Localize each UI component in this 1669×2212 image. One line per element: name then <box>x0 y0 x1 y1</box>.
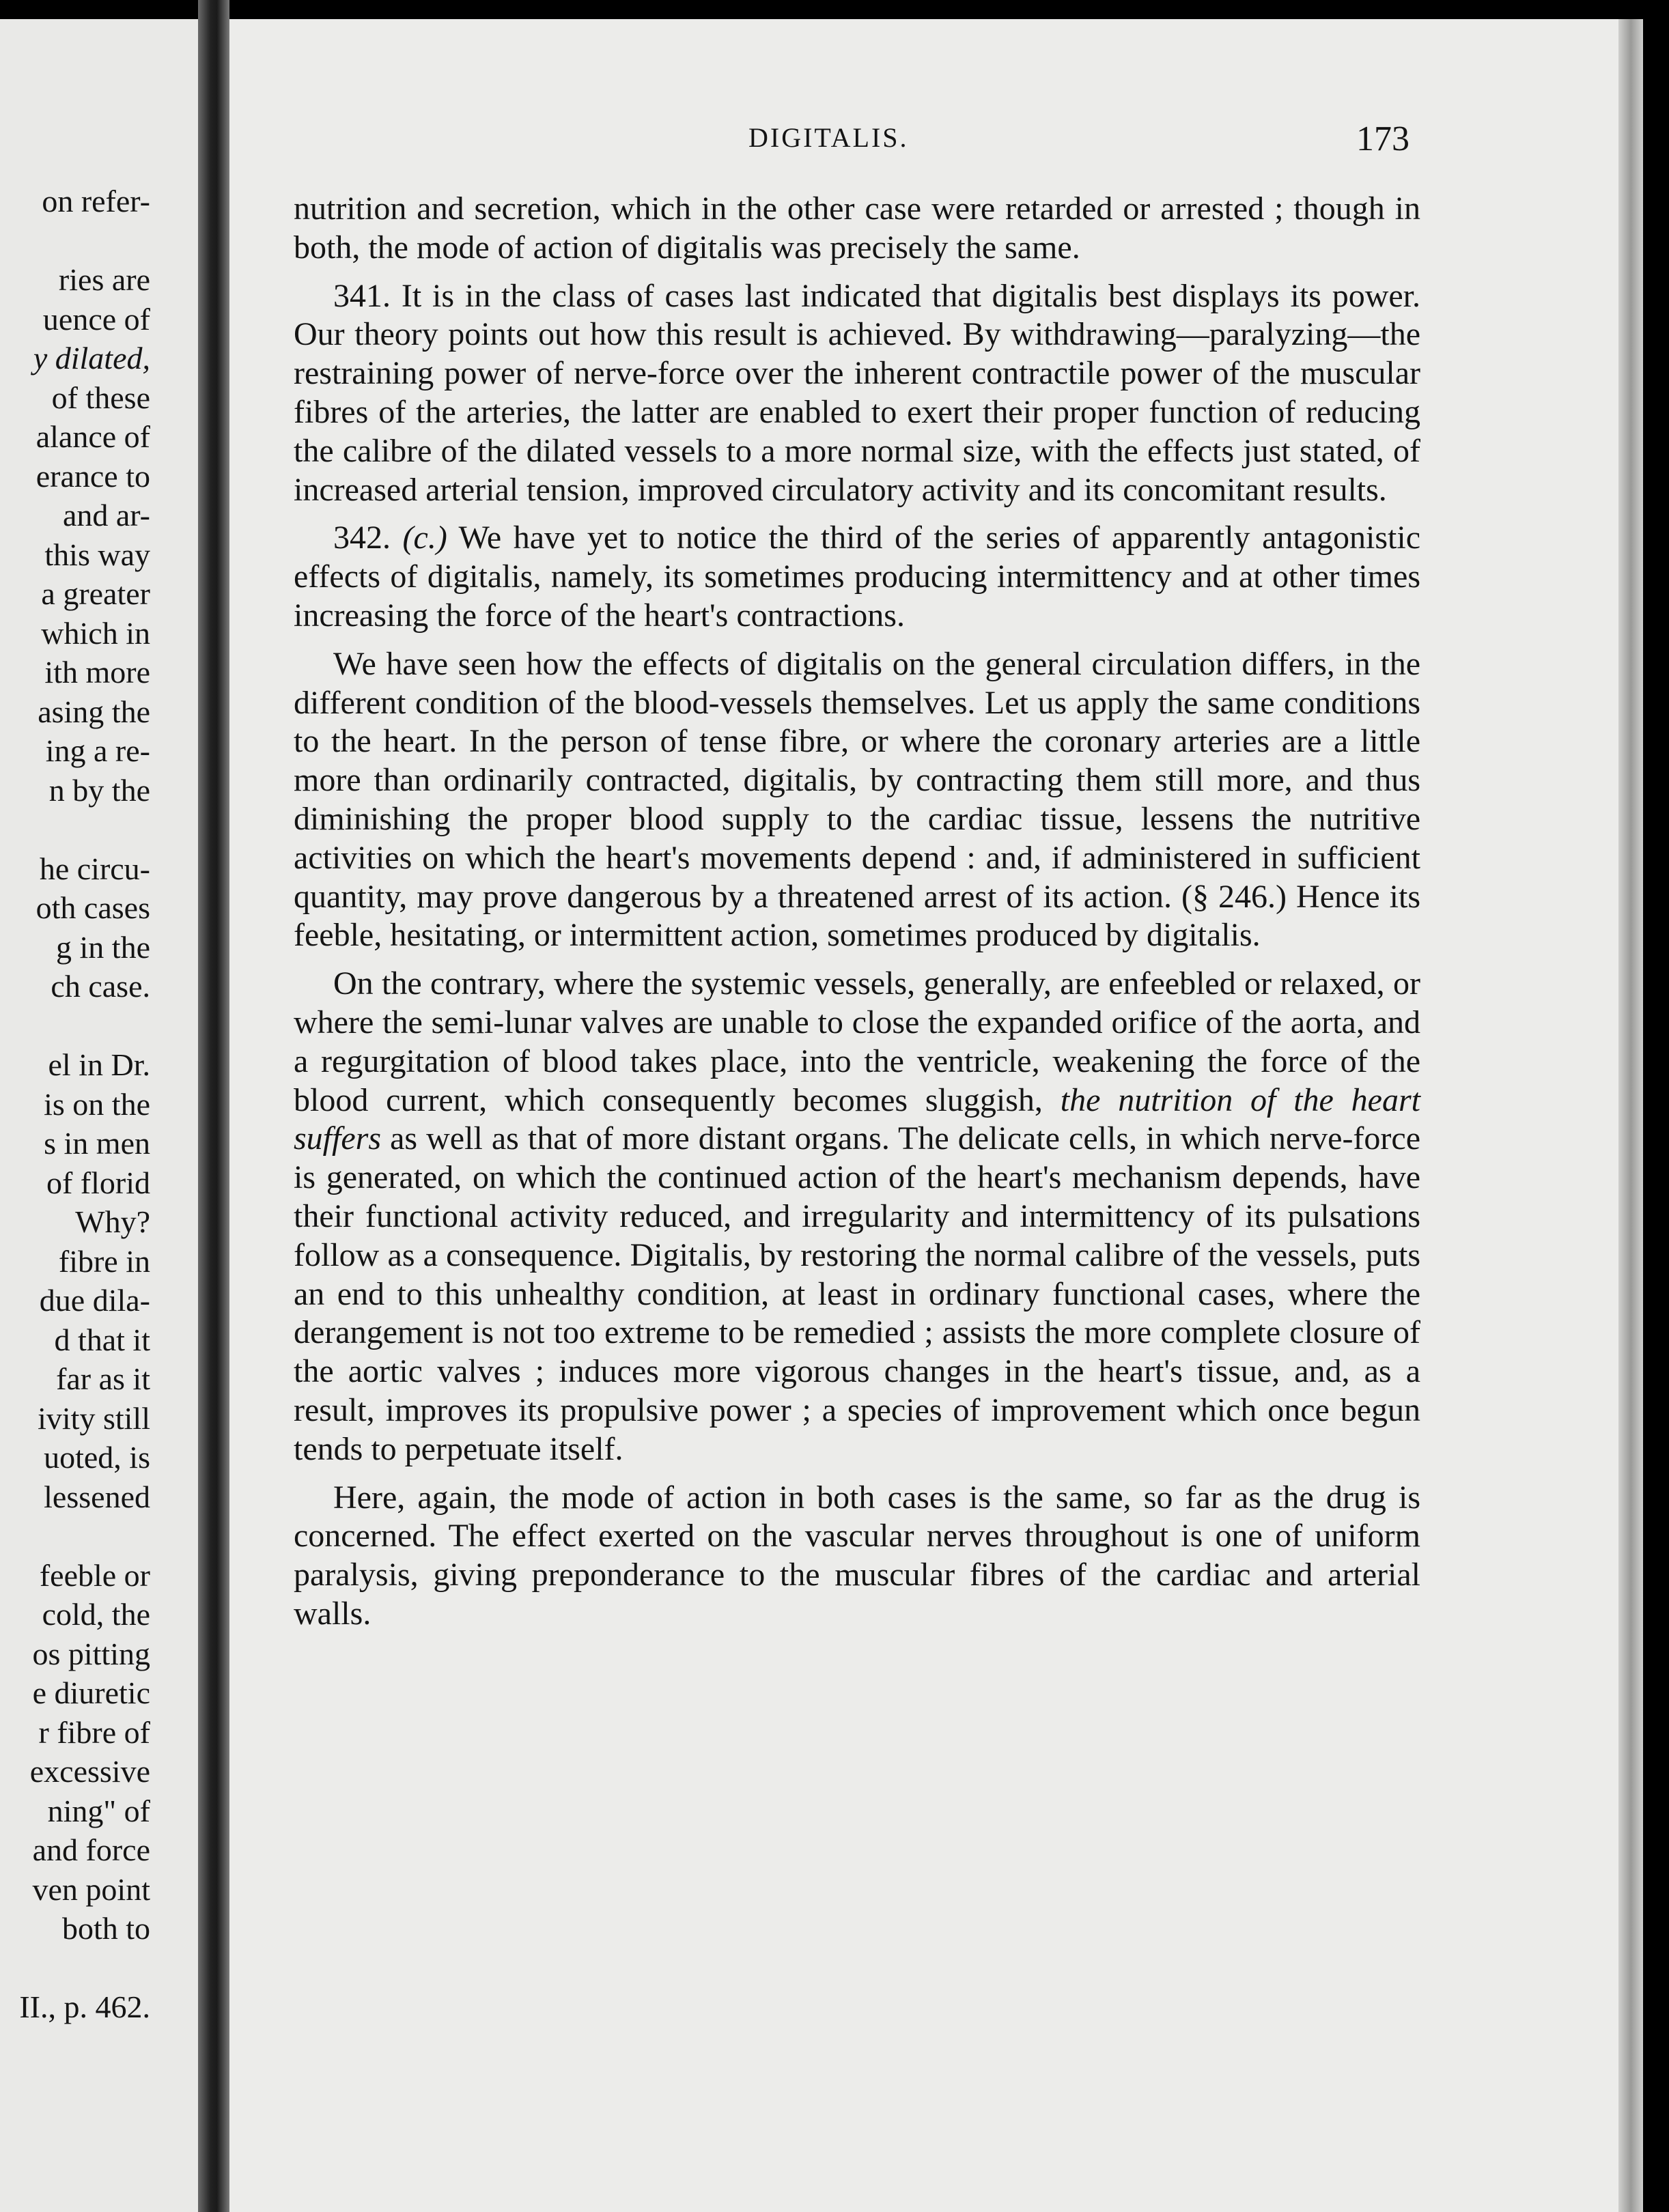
paragraph-text: We have yet to notice the third of the series of apparently antagonistic effects of digitalis, namely, its sometimes producing intermittency and at other times increasing the force of the heart's contractions. <box>294 520 1421 634</box>
left-page-line: a greater <box>41 576 150 611</box>
subsection-marker: (c.) <box>402 520 447 556</box>
page-edge <box>1618 19 1643 2212</box>
left-page-line: n by the <box>48 772 150 808</box>
running-head: DIGITALIS. <box>748 122 909 153</box>
left-page-line: d that it <box>54 1322 150 1357</box>
paragraph-continued <box>294 190 1420 268</box>
left-page-line: of these <box>51 380 150 415</box>
left-page-line: II., p. 462. <box>19 1989 150 2024</box>
left-page-line: this way <box>44 537 150 572</box>
left-page-line: fibre in <box>58 1243 150 1279</box>
paragraph-text: On the contrary, where the systemic vessels, generally, are enfeebled or relaxed, or where the semi-lunar valves are unable to close the expanded orifice of the aorta, and a regurgitation of blood takes place, into the ventricle, weakening the force of the blood current, which consequently becomes sluggish, <box>294 965 1420 1118</box>
left-page-line: far as it <box>56 1361 150 1396</box>
left-page-line: which in <box>41 615 150 651</box>
left-page-line: erance to <box>36 458 150 494</box>
left-page-line: ven point <box>32 1871 150 1907</box>
left-page-line: ries are <box>58 262 150 297</box>
left-page-line: ith more <box>44 655 150 690</box>
paragraph-text: as well as that of more distant organs. The delicate cells, in which nerve-force is generated, on which the continued action of the heart's mechanism depends, have their functional activity reduced, and irregularity and intermittency of its pulsations follow as a consequence. Digitalis, by restoring the normal calibre of the vessels, puts an end to this unhealthy condition, at least in ordinary functional cases, where the derangement is not too extreme to be remedied ; assists the more complete closure of the aortic valves ; induces more vigorous changes in the heart's tissue, and, as a result, improves its propulsive power ; a species of improvement which once begun tends to perpetuate itself. <box>294 1120 1421 1467</box>
left-page-line: r fibre of <box>38 1714 150 1750</box>
left-page-line: he circu- <box>39 851 150 886</box>
left-page-line: uoted, is <box>44 1440 150 1475</box>
left-page-line: ning" of <box>47 1793 150 1828</box>
left-page-line: cold, the <box>42 1597 150 1632</box>
left-page-line: e diuretic <box>32 1675 150 1710</box>
left-page-line: is on the <box>44 1086 150 1122</box>
left-page-line: lessened <box>44 1479 150 1514</box>
left-page-line: Why? <box>75 1204 150 1239</box>
paragraph-text: nutrition and secretion, which in the other case were retarded or arrested ; though in both, the mode of action of digitalis was precisely the same. <box>294 190 1420 266</box>
left-page-line: ch case. <box>51 969 150 1004</box>
paragraph-342 <box>294 519 1420 635</box>
paragraph-text: Here, again, the mode of action in both cases is the same, so far as the drug is concerned. The effect exerted on the vascular nerves throughout is one of uniform paralysis, giving preponderance to the muscular fibres of the cardiac and arterial walls. <box>294 1479 1420 1632</box>
left-page-line: feeble or <box>39 1557 150 1593</box>
left-page-line: g in the <box>56 929 150 965</box>
right-page <box>229 19 1629 2212</box>
paragraph-341 <box>294 277 1420 510</box>
left-page-line: and ar- <box>62 498 150 533</box>
left-page-line: of florid <box>46 1165 150 1200</box>
paragraph <box>294 965 1420 1469</box>
left-page-line: asing the <box>38 694 150 729</box>
left-page-line: due dila- <box>39 1283 150 1318</box>
left-page-line: excessive <box>29 1754 150 1789</box>
left-page-line: ivity still <box>38 1400 150 1436</box>
left-page-line: s in men <box>44 1126 150 1161</box>
left-page-line: el in Dr. <box>48 1047 150 1082</box>
section-number: 342. <box>333 520 391 556</box>
left-page-line: os pitting <box>32 1636 150 1671</box>
page-header <box>229 119 1629 162</box>
page-body <box>294 190 1420 1643</box>
left-page-line: alance of <box>36 419 150 454</box>
left-page-line: and force <box>32 1832 150 1867</box>
book-gutter <box>198 0 229 2212</box>
left-page-fragment <box>0 19 198 2212</box>
left-page-line: on refer- <box>42 184 150 218</box>
left-page-line: uence of <box>42 301 150 337</box>
paragraph <box>294 1479 1420 1634</box>
left-page-line: both to <box>61 1911 150 1946</box>
section-number: 341. <box>333 277 391 314</box>
left-page-line: oth cases <box>36 890 150 925</box>
italic-phrase: the nutrition of the heart suffers <box>294 1081 1420 1157</box>
left-page-line: ing a re- <box>45 733 150 768</box>
left-page-line: y dilated, <box>33 341 150 375</box>
page-number: 173 <box>1356 119 1409 158</box>
paragraph-text: We have seen how the effects of digitalis on the general circulation differs, in the different condition of the blood-vessels themselves. Let us apply the same conditions to the heart. In the person of tense fibre, or where the coronary arteries are a little more than ordinarily contracted, digitalis, by contracting them still more, and thus diminishing the proper blood supply to the cardiac tissue, lessens the nutritive activities on which the heart's movements depend : and, if administered in sufficient quantity, may prove dangerous by a threatened arrest of its action. (§ 246.) Hence its feeble, hesitating, or intermittent action, sometimes produced by digitalis. <box>294 645 1420 954</box>
paragraph-text: It is in the class of cases last indicated that digitalis best displays its power. Our theory points out how this result is achieved. By withdrawing—paralyzing—the restraining power of nerve-force over the inherent contractile power of the muscular fibres of the arteries, the latter are enabled to exert their proper function of reducing the calibre of the dilated vessels to a more normal size, with the effects just stated, of increased arterial tension, improved circulatory activity and its concomitant results. <box>294 277 1421 508</box>
paragraph <box>294 645 1420 955</box>
